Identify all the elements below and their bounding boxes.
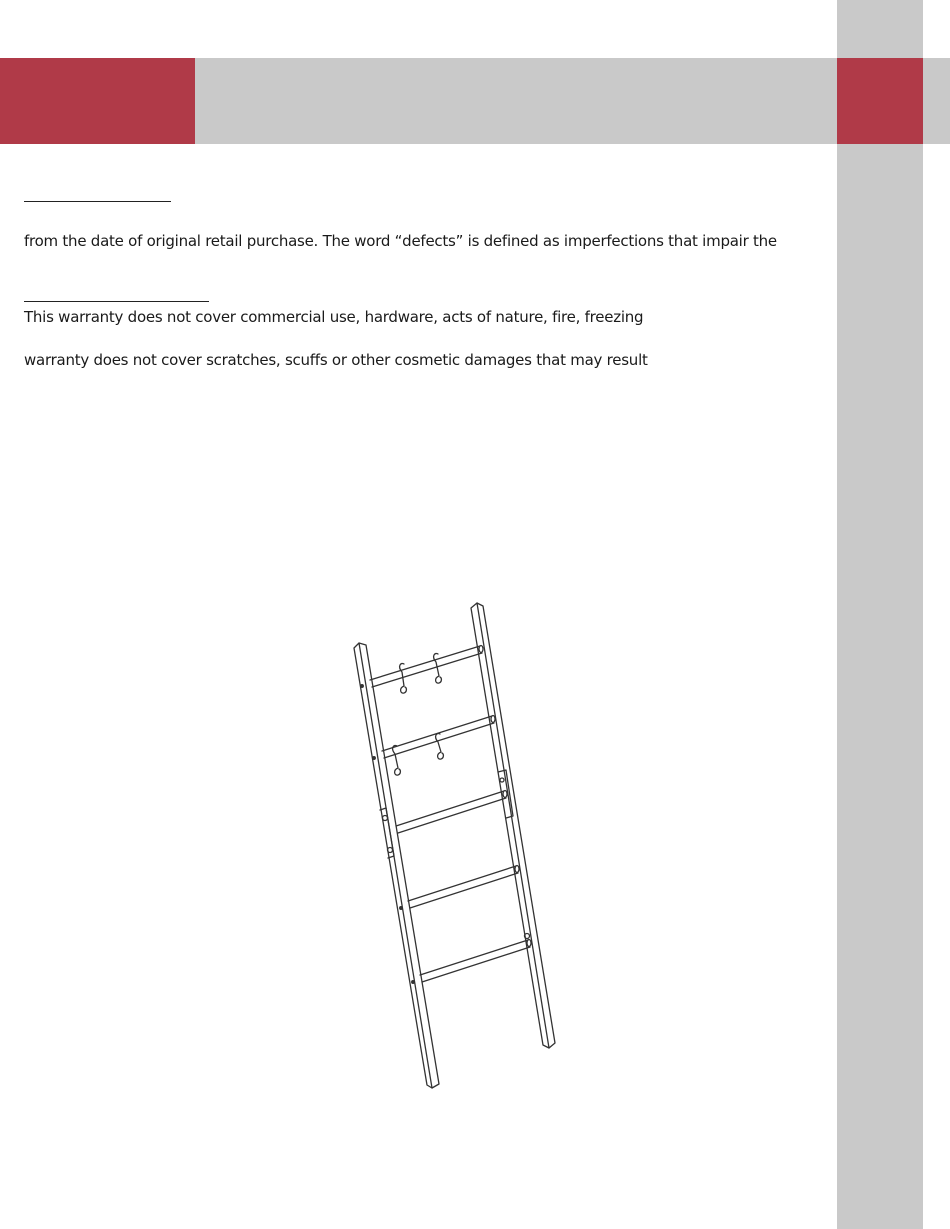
s-hook — [393, 745, 401, 775]
ladder-rung — [408, 866, 518, 908]
warranty-text-line-3: warranty does not cover scratches, scuffs or other cosmetic damages that may result — [24, 351, 648, 369]
ladder-rung — [420, 940, 530, 982]
ladder-illustration — [340, 595, 570, 1095]
ladder-rung — [370, 646, 482, 687]
side-strip — [837, 0, 923, 1229]
heading-rule-1 — [24, 201, 171, 202]
header-accent-left — [0, 58, 195, 144]
ladder-left-rail-edge — [359, 643, 432, 1088]
ladder-right-rail-edge — [477, 603, 549, 1048]
warranty-text-line-1: from the date of original retail purchase. The word “defects” is defined as imperfections that impair the — [24, 232, 777, 250]
warranty-text-line-2: This warranty does not cover commercial use, hardware, acts of nature, fire, freezing — [24, 308, 644, 326]
ladder-rung — [396, 791, 506, 833]
header-accent-right — [837, 58, 923, 144]
ladder-rung — [382, 716, 494, 758]
heading-rule-2 — [24, 301, 209, 302]
s-hook — [436, 733, 444, 759]
ladder-left-rail — [354, 643, 439, 1088]
s-hooks — [393, 653, 444, 775]
